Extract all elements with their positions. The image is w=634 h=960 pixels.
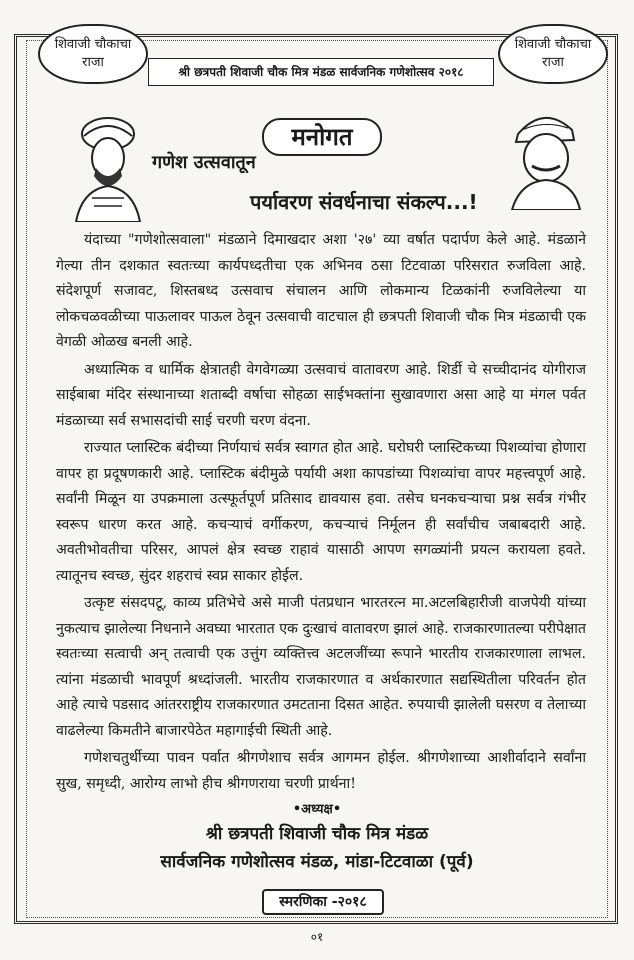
signature-org-line1: श्री छत्रपती शिवाजी चौक मित्र मंडळ (205, 824, 429, 844)
message-body (56, 228, 586, 799)
signature-org-line2: सार्वजनिक गणेशोत्सव मंडळ, मांडा-टिटवाळा (पूर्व) (160, 852, 474, 872)
signature-role: •अध्यक्ष• (292, 802, 342, 817)
badge-right (498, 24, 608, 84)
badge-left (38, 24, 148, 84)
shivaji-portrait-icon (62, 112, 154, 222)
header-band: श्री छत्रपती शिवाजी चौक मित्र मंडळ सार्वजनिक गणेशोत्सव २०१८ (148, 58, 494, 86)
paragraph-3: राज्यात प्लास्टिक बंदीच्या निर्णयाचं सर्वत्र स्वागत होत आहे. घरोघरी प्लास्टिकच्या पिशव्यांचा होणारा वापर हा प्रदूषणकारी आहे. प्लास्टिक बंदीमुळे पर्यायी अशा कापडांच्या पिशव्यांचा वापर महत्त्वपूर्ण आहे. सर्वांनी मिळून या उपक्रमाला उत्स्फूर्तपूर्ण प्रतिसाद द्यावयास हवा. तसेच घनकचऱ्याचा प्रश्न सर्वत्र गंभीर स्वरूप धारण करत आहे. कचऱ्याचं वर्गीकरण, कचऱ्याचं निर्मूलन ही सर्वांचीच जबाबदारी आहे. अवतीभोवतीचा परिसर, आपलं क्षेत्र स्वच्छ राहावं यासाठी आपण सगळ्यांनी प्रयत्न करायला हवते. त्यातूनच स्वच्छ, सुंदर शहराचं स्वप्न साकार होईल. (56, 440, 586, 584)
page-number: ०१ (310, 930, 324, 944)
badge-right-line2: राजा (542, 55, 564, 70)
subtitle-line-1: गणेश उत्सवातून (152, 152, 256, 173)
souvenir-label: स्मरणिका -२०१८ (262, 889, 384, 915)
paragraph-2: अध्यात्मिक व धार्मिक क्षेत्रातही वेगवेगळ्या उत्सवाचं वातावरण आहे. शिर्डी चे सच्चीदानंद योगीराज साईबाबा मंदिर संस्थानाच्या शताब्दी वर्षाचा सोहळा साईभक्तांना सुखावणारा असा आहे या मंगल पर्वत मंडळाच्या सर्व सभासदांची साई चरणी चरण वंदना. (56, 361, 586, 429)
subtitle-line-2: पर्यावरण संवर्धनाचा संकल्प...! (250, 190, 478, 214)
page-title: मनोगत (262, 118, 382, 156)
paragraph-4: उत्कृष्ट संसदपटू, काव्य प्रतिभेचे असे माजी पंतप्रधान भारतरत्न मा.अटलबिहारीजी वाजपेयी यांच्या नुकत्याच झालेल्या निधनाने अवघ्या भारतात एक दुःखाचं वातावरण झालं आहे. राजकारणातल्या परीपेक्षात स्वतःच्या सत्वाची अन् तत्वाची एक उत्तुंग व्यक्तित्त्व अटलजींच्या रूपाने भारतीय राजकारणाला लाभल. त्यांना मंडळाची भावपूर्ण श्रध्दांजली. भारतीय राजकारणात व अर्थकारणात सद्यस्थितीला परिवर्तन होत आहे त्याचे पडसाद आंतरराष्ट्रीय राजकारणात उमटताना दिसत आहेत. रुपयाची झालेली घसरण व तेलाच्या वाढलेल्या किमतीने बाजारपेठेत महागाईची स्थिती आहे. (56, 595, 586, 739)
paragraph-1: यंदाच्या "गणेशोत्सवाला" मंडळाने दिमाखदार अशा '२७' व्या वर्षात पदार्पण केले आहे. मंडळाने गेल्या तीन दशकात स्वतःच्या कार्यपध्दतीचा एक अभिनव ठसा टिटवाळा परिसरात रुजविला आहे. संदेशपूर्ण सजावट, शिस्तबध्द उत्सवाच संचालन आणि लोकमान्य टिळकांनी रुजविलेल्या या लोकचळवळीच्या पाऊलावर पाऊल ठेवून उत्सवाची वाटचाल ही छत्रपती शिवाजी चौक मित्र मंडळाची एक वेगळी ओळख बनली आहे. (56, 232, 586, 350)
badge-left-line2: राजा (82, 55, 104, 70)
badge-right-line1: शिवाजी चौकाचा (514, 37, 592, 52)
tilak-portrait-icon (498, 100, 590, 210)
paragraph-5: गणेशचतुर्थीच्या पावन पर्वात श्रीगणेशाच सर्वत्र आगमन होईल. श्रीगणेशाच्या आशीर्वादाने सर्वांना सुख, समृध्दी, आरोग्य लाभो हीच श्रीगणराया चरणी प्रार्थना! (56, 750, 586, 792)
badge-left-line1: शिवाजी चौकाचा (54, 37, 132, 52)
